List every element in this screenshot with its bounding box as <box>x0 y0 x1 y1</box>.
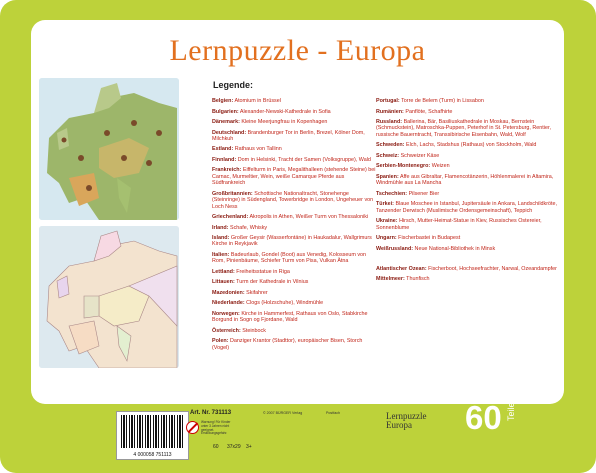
page-title: Lernpuzzle - Europa <box>169 34 426 67</box>
legend-entry: Bulgarien: Alexander-Newski-Kathedrale in Sofia <box>212 108 331 115</box>
pieces-icon: 60 <box>213 444 219 450</box>
warning-text: Warnung! Für Kinder unter 3 Jahren nicht geeignet. Erstickungsgefahr. <box>201 420 231 436</box>
barcode-bars <box>121 415 183 448</box>
legend-entry: Atlantischer Ozean: Fischerboot, Hochseefrachter, Narwal, Ozeandampfer <box>376 265 557 272</box>
legend-right-column <box>376 98 559 287</box>
legend-entry: Frankreich: Eiffelturm in Paris, Megalithalleen (stehende Steine) bei Carnac, Murmeltier, Wein, weiße Camarque Pferde aus Südfrankreich <box>212 167 376 187</box>
legend-entry: Belgien: Atomium in Brüssel <box>212 98 281 104</box>
legend-entry: Niederlande: Clogs (Holzschuhe), Windmühle <box>212 300 324 307</box>
brand-line-1: Lernpuzzle <box>386 411 427 421</box>
brand-line-2: Europa <box>386 420 412 430</box>
illustrated-europe-map <box>39 78 179 220</box>
legend-entry: Schweden: Elch, Lachs, Stadshus (Rathaus) von Stockholm, Wald <box>376 142 537 149</box>
legend-entry: Griechenland: Akropolis in Athen, Weißer Turm von Thessaloniki <box>212 214 369 221</box>
legend-entry: Großbritannien: Schottische Nationaltracht, Stonehenge (Steinringe) in Südengland, Towerbridge in London, Ungeheuer von Loch Ness <box>212 190 374 210</box>
legend-entry: Finnland: Dom in Helsinki, Tracht der Samen (Volksgruppe), Wald <box>212 156 371 163</box>
age-icon: 3+ <box>246 444 252 450</box>
legend-left-column <box>212 98 377 355</box>
legend-entry: Mittelmeer: Thunfisch <box>376 276 430 283</box>
legend-entry: Estland: Rathaus von Tallinn <box>212 146 282 153</box>
piece-count: 60 <box>465 399 502 436</box>
age-warning-icon <box>186 421 199 434</box>
barcode-number: 4 000058 751113 <box>133 452 172 458</box>
size-icon: 37x29 <box>227 444 241 450</box>
legend-entry: Lettland: Freiheitsstatue in Riga <box>212 268 290 275</box>
legend-entry: Ukraine: Hirsch, Mutter-Heimat-Statue in Kiev, Russisches Ostereier, Sonnenblume <box>376 218 542 231</box>
legend-entry: Mazedonien: Skifahrer <box>212 289 268 296</box>
article-number: Art. Nr. 731113 <box>190 410 232 416</box>
legend-entry: Island: Großer Geysir (Wasserfontäne) in Haukadalur, Wallgrimurs Kirche in Reykjavik <box>212 235 372 248</box>
legend-entry: Ungarn: Fischerbastei in Budapest <box>376 235 461 242</box>
legend-entry: Polen: Danziger Krantor (Stadttor), europäischer Bisen, Storch (Vogel) <box>212 338 363 351</box>
legend-entry: Serbien-Montenegro: Weizen <box>376 163 450 170</box>
political-europe-map <box>39 226 179 368</box>
legend-entry: Türkei: Blaue Moschee in Istanbul, Jupitersäule in Ankara, Landschildkröte, Tanzender Derwisch (Muslimische Ordensgemeinschaft), Teppich <box>376 201 558 214</box>
legend-entry: Portugal: Torre de Belem (Turm) in Lissabon <box>376 98 484 104</box>
legend-entry: Weißrussland: Neue National-Bibliothek in Minsk <box>376 245 496 252</box>
legend-entry: Schweiz: Schweizer Käse <box>376 152 440 159</box>
legend-entry: Dänemark: Kleine Meerjungfrau in Kopenhagen <box>212 119 328 125</box>
legend-entry: Irland: Schafe, Whisky <box>212 224 268 231</box>
barcode <box>116 411 189 460</box>
content-panel <box>31 20 564 404</box>
legend-entry: Rumänien: Panflöte, Schafhirte <box>376 108 453 115</box>
legend-entry: Russland: Ballerina, Bär, Basiliuskathedrale in Moskau, Bernstein (Schmuckstein), Matroschka-Puppen, Peterhof in St. Petersburg, Rentier, russische Bauerntracht, Transsibirische Eisenbahn, Wald, Wolf <box>376 119 551 138</box>
legend-entry: Österreich: Steinbock <box>212 327 266 334</box>
legend-entry: Italien: Badeurlaub, Gondel (Boot) aus Venedig, Kolosseum von Rom, Pinienbäume, Schiefer Turm von Pisa, Vulkan Ätna <box>212 251 367 265</box>
publisher-address: Postfach <box>326 411 340 415</box>
publisher-text: © 2007 BÜRGER Verlag <box>263 411 303 415</box>
legend-entry: Tschechien: Pilsener Bier <box>376 190 440 197</box>
legend-entry: Deutschland: Brandenburger Tor in Berlin, Brezel, Kölner Dom, Milchkuh <box>212 129 365 142</box>
legend-entry: Norwegen: Kirche in Hammerfest, Rathaus von Oslo, Stabkirche Borgund in Sogn og Fjordane, Wald <box>212 310 368 324</box>
legend-entry: Spanien: Affe aus Gibraltar, Flamencotänzerin, Höhlenmalerei in Altamira, Windmühle aus La Mancha <box>376 173 554 187</box>
piece-count-label: Teile <box>506 402 516 421</box>
brand-label <box>386 412 426 430</box>
legend-entry: Littauen: Turm der Kathedrale in Vilnius <box>212 279 309 286</box>
legend-title: Legende: <box>213 80 254 90</box>
